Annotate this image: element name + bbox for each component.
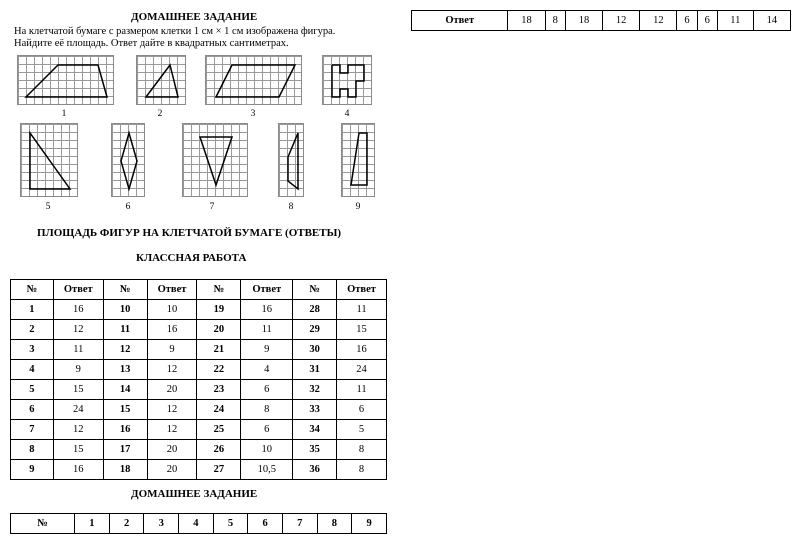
number-header-cell: №	[11, 514, 75, 534]
task-number-cell: 2	[11, 320, 54, 340]
answer-cell: 11	[337, 380, 387, 400]
task-number-cell: 9	[352, 514, 387, 534]
answer-cell: 11	[241, 320, 293, 340]
task-number-cell: 31	[293, 360, 337, 380]
column-header: №	[11, 280, 54, 300]
answer-cell: 14	[753, 11, 790, 31]
figure-2-triangle	[137, 56, 187, 106]
task-number-cell: 8	[11, 440, 54, 460]
figure-3-label: 3	[250, 109, 256, 119]
table-header-row	[11, 280, 387, 300]
task-number-cell: 7	[11, 420, 54, 440]
figure-7-grid	[182, 123, 248, 197]
figure-8-quadrilateral	[279, 124, 305, 198]
answer-cell: 12	[147, 400, 197, 420]
task-number-cell: 6	[11, 400, 54, 420]
table-row	[11, 420, 387, 440]
task-number-cell: 24	[197, 400, 241, 420]
answer-cell: 6	[241, 420, 293, 440]
task-number-cell: 27	[197, 460, 241, 480]
task-number-cell: 10	[103, 300, 147, 320]
answer-cell: 6	[677, 11, 697, 31]
task-number-cell: 1	[75, 514, 110, 534]
task-number-cell: 3	[144, 514, 179, 534]
answer-cell: 8	[337, 460, 387, 480]
answer-cell: 16	[53, 300, 103, 320]
answer-cell: 16	[53, 460, 103, 480]
table-row	[11, 460, 387, 480]
figure-1-label: 1	[61, 109, 67, 119]
task-number-cell: 22	[197, 360, 241, 380]
answer-cell: 18	[565, 11, 602, 31]
task-number-cell: 34	[293, 420, 337, 440]
task-number-cell: 11	[103, 320, 147, 340]
answer-cell: 4	[241, 360, 293, 380]
figure-1-trapezoid	[18, 56, 115, 106]
table-row	[11, 300, 387, 320]
homework-answers-title: ДОМАШНЕЕ ЗАДАНИЕ	[131, 488, 258, 500]
figure-4-label: 4	[344, 109, 350, 119]
column-header: Ответ	[337, 280, 387, 300]
answer-cell: 12	[147, 420, 197, 440]
answer-cell: 12	[147, 360, 197, 380]
answer-cell: 9	[53, 360, 103, 380]
answer-cell: 11	[53, 340, 103, 360]
column-header: №	[103, 280, 147, 300]
table-row	[11, 440, 387, 460]
task-number-cell: 18	[103, 460, 147, 480]
task-number-cell: 8	[317, 514, 352, 534]
answer-header-cell: Ответ	[412, 11, 508, 31]
homework-answers-table	[411, 10, 791, 31]
task-number-cell: 15	[103, 400, 147, 420]
task-number-cell: 25	[197, 420, 241, 440]
answer-cell: 8	[545, 11, 565, 31]
answer-cell: 6	[241, 380, 293, 400]
task-number-cell: 6	[248, 514, 283, 534]
figure-2-grid	[136, 55, 186, 105]
figure-5-triangle	[21, 124, 79, 198]
homework-answer-row	[412, 11, 791, 31]
figure-4-grid	[322, 55, 372, 105]
homework-numbers-table	[10, 513, 387, 534]
figure-2-label: 2	[157, 109, 163, 119]
answers-title: ПЛОЩАДЬ ФИГУР НА КЛЕТЧАТОЙ БУМАГЕ (ОТВЕТЫ)	[37, 227, 342, 239]
column-header: Ответ	[147, 280, 197, 300]
answer-cell: 15	[53, 380, 103, 400]
task-number-cell: 5	[213, 514, 248, 534]
figure-6-rhombus	[112, 124, 146, 198]
task-number-cell: 3	[11, 340, 54, 360]
table-row	[11, 380, 387, 400]
answer-cell: 12	[53, 320, 103, 340]
figure-6-grid	[111, 123, 145, 197]
figure-9-quadrilateral	[342, 124, 376, 198]
figure-7-label: 7	[209, 202, 215, 212]
column-header: №	[293, 280, 337, 300]
task-number-cell: 4	[179, 514, 214, 534]
answer-cell: 24	[337, 360, 387, 380]
answer-cell: 24	[53, 400, 103, 420]
task-number-cell: 20	[197, 320, 241, 340]
answer-cell: 12	[640, 11, 677, 31]
figure-3-grid	[205, 55, 302, 105]
task-number-cell: 33	[293, 400, 337, 420]
table-row	[11, 340, 387, 360]
answer-cell: 15	[337, 320, 387, 340]
table-row	[11, 360, 387, 380]
answer-cell: 6	[337, 400, 387, 420]
answer-cell: 9	[241, 340, 293, 360]
figure-6-label: 6	[125, 202, 131, 212]
task-number-cell: 17	[103, 440, 147, 460]
answer-cell: 9	[147, 340, 197, 360]
figure-5-label: 5	[45, 202, 51, 212]
answer-cell: 16	[337, 340, 387, 360]
answer-cell: 6	[697, 11, 717, 31]
task-number-cell: 36	[293, 460, 337, 480]
column-header: №	[197, 280, 241, 300]
answer-cell: 20	[147, 380, 197, 400]
figure-8-grid	[278, 123, 304, 197]
answer-cell: 5	[337, 420, 387, 440]
task-number-cell: 4	[11, 360, 54, 380]
task-number-cell: 29	[293, 320, 337, 340]
column-header: Ответ	[53, 280, 103, 300]
figure-3-parallelogram	[206, 56, 303, 106]
answer-cell: 16	[241, 300, 293, 320]
task-text-line-2: Найдите её площадь. Ответ дайте в квадратных сантиметрах.	[14, 38, 289, 49]
table-row	[11, 400, 387, 420]
answer-cell: 8	[241, 400, 293, 420]
task-number-cell: 30	[293, 340, 337, 360]
figure-4-polygon	[323, 56, 373, 106]
figure-1-grid	[17, 55, 114, 105]
column-header: Ответ	[241, 280, 293, 300]
answer-cell: 18	[508, 11, 545, 31]
task-number-cell: 9	[11, 460, 54, 480]
task-number-cell: 35	[293, 440, 337, 460]
answer-cell: 10,5	[241, 460, 293, 480]
figure-9-grid	[341, 123, 375, 197]
task-number-cell: 16	[103, 420, 147, 440]
task-number-cell: 26	[197, 440, 241, 460]
task-number-cell: 32	[293, 380, 337, 400]
task-number-cell: 1	[11, 300, 54, 320]
homework-number-row	[11, 514, 387, 534]
figure-7-triangle	[183, 124, 249, 198]
classwork-answers-table	[10, 279, 387, 480]
answer-cell: 11	[337, 300, 387, 320]
task-number-cell: 12	[103, 340, 147, 360]
answer-cell: 20	[147, 440, 197, 460]
answer-cell: 16	[147, 320, 197, 340]
task-number-cell: 5	[11, 380, 54, 400]
task-number-cell: 23	[197, 380, 241, 400]
table-row	[11, 320, 387, 340]
classwork-title: КЛАССНАЯ РАБОТА	[136, 252, 247, 264]
task-text-line-1: На клетчатой бумаге с размером клетки 1 см × 1 см изображена фигура.	[14, 26, 336, 37]
task-number-cell: 21	[197, 340, 241, 360]
figure-5-grid	[20, 123, 78, 197]
task-number-cell: 28	[293, 300, 337, 320]
answer-cell: 20	[147, 460, 197, 480]
answer-cell: 12	[603, 11, 640, 31]
figure-8-label: 8	[288, 202, 294, 212]
answer-cell: 10	[147, 300, 197, 320]
task-number-cell: 19	[197, 300, 241, 320]
task-number-cell: 13	[103, 360, 147, 380]
homework-title: ДОМАШНЕЕ ЗАДАНИЕ	[131, 11, 258, 23]
answer-cell: 11	[717, 11, 753, 31]
task-number-cell: 14	[103, 380, 147, 400]
answer-cell: 12	[53, 420, 103, 440]
figure-9-label: 9	[355, 202, 361, 212]
task-number-cell: 2	[109, 514, 144, 534]
answer-cell: 10	[241, 440, 293, 460]
task-number-cell: 7	[282, 514, 317, 534]
answer-cell: 15	[53, 440, 103, 460]
answer-cell: 8	[337, 440, 387, 460]
